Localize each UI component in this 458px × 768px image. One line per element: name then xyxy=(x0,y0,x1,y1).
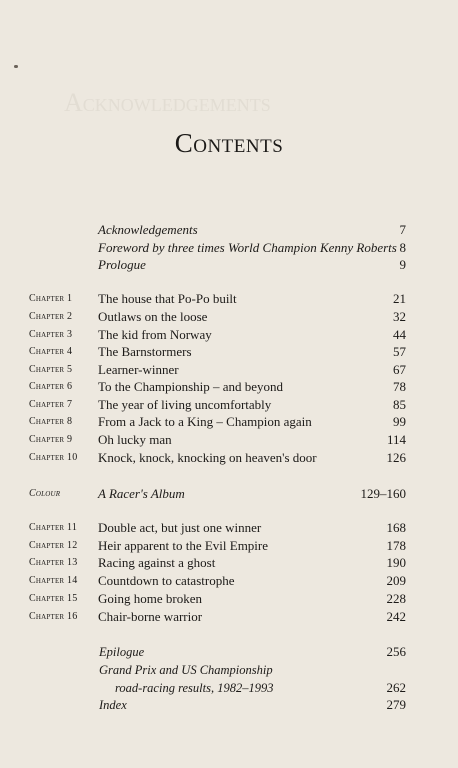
chapter-label: Chapter 15 xyxy=(29,593,78,604)
toc-title: The house that Po-Po built xyxy=(98,291,237,306)
toc-page: 279 xyxy=(386,697,406,712)
chapter-label: Chapter 10 xyxy=(29,452,78,463)
toc-row xyxy=(0,572,458,590)
chapter-label: Chapter 11 xyxy=(29,522,78,533)
toc-page: 21 xyxy=(393,291,406,306)
toc-title: To the Championship – and beyond xyxy=(98,379,284,394)
toc-title: Learner-winner xyxy=(98,362,179,377)
page-title: Contents xyxy=(174,128,284,158)
toc-title: Knock, knock, knocking on heaven's door xyxy=(98,450,317,465)
toc-row xyxy=(0,696,458,714)
chapter-label: Chapter 14 xyxy=(29,575,78,586)
chapter-label: Chapter 2 xyxy=(29,311,73,322)
toc-page: 190 xyxy=(386,555,406,570)
chapter-label: Chapter 1 xyxy=(29,293,73,304)
toc-row xyxy=(0,396,458,414)
toc-page: 168 xyxy=(386,520,406,535)
toc-title: Grand Prix and US Championship xyxy=(99,663,273,677)
toc-row xyxy=(0,661,458,679)
chapter-label: Chapter 4 xyxy=(29,346,73,357)
toc-title: Countdown to catastrophe xyxy=(98,573,235,588)
chapter-label: Chapter 7 xyxy=(29,399,73,410)
chapter-label: Chapter 5 xyxy=(29,364,73,375)
toc-page: 228 xyxy=(386,591,406,606)
chapter-label: Chapter 6 xyxy=(29,381,73,392)
toc-title: Foreword by three times World Champion Kenny Roberts xyxy=(98,240,397,255)
toc-page: 129–160 xyxy=(360,486,406,501)
toc-row xyxy=(0,308,458,326)
toc-title: A Racer's Album xyxy=(98,486,185,501)
toc-row xyxy=(0,679,458,697)
toc-title: Chair-borne warrior xyxy=(98,609,203,624)
toc-page: 126 xyxy=(386,450,406,465)
toc-row xyxy=(0,449,458,467)
toc-page: 99 xyxy=(393,414,406,429)
toc-row xyxy=(0,326,458,344)
toc-row xyxy=(0,643,458,661)
toc-page: 78 xyxy=(393,379,406,394)
toc-title: Acknowledgements xyxy=(98,222,198,237)
toc-row xyxy=(0,554,458,572)
toc-page: 85 xyxy=(393,397,406,412)
toc-title: Prologue xyxy=(98,257,146,272)
toc-page: 114 xyxy=(386,432,406,447)
toc-title: The kid from Norway xyxy=(98,327,212,342)
toc-row xyxy=(0,537,458,555)
toc-page: 242 xyxy=(386,609,406,624)
toc-page: 67 xyxy=(393,362,406,377)
toc-title: Double act, but just one winner xyxy=(98,520,262,535)
toc-title: Going home broken xyxy=(98,591,202,606)
toc-title: Index xyxy=(99,698,127,712)
toc-title: Epilogue xyxy=(99,645,145,659)
chapter-label: Chapter 3 xyxy=(29,329,73,340)
toc-row-colour xyxy=(0,485,458,503)
toc-row xyxy=(0,590,458,608)
toc-row xyxy=(0,221,458,239)
toc-title: Heir apparent to the Evil Empire xyxy=(98,538,269,553)
toc-row xyxy=(0,239,458,257)
chapter-label: Chapter 8 xyxy=(29,416,73,427)
toc-page: 262 xyxy=(386,680,406,695)
toc-page: 209 xyxy=(386,573,406,588)
toc-page: 57 xyxy=(393,344,406,359)
chapter-label: Chapter 13 xyxy=(29,557,78,568)
toc-title: From a Jack to a King – Champion again xyxy=(98,414,312,429)
paper-speck xyxy=(14,65,18,68)
toc-title: Racing against a ghost xyxy=(98,555,216,570)
toc-page: 9 xyxy=(399,257,406,272)
toc-row xyxy=(0,608,458,626)
toc-row xyxy=(0,256,458,274)
toc-page: 32 xyxy=(393,309,406,324)
toc-title: Outlaws on the loose xyxy=(98,309,208,324)
toc-title: The Barnstormers xyxy=(98,344,192,359)
chapter-label: Chapter 9 xyxy=(29,434,73,445)
toc-page: 44 xyxy=(393,327,406,342)
toc-row xyxy=(0,378,458,396)
toc-row xyxy=(0,431,458,449)
toc-page: 8 xyxy=(399,240,406,255)
section-label: Colour xyxy=(29,488,61,499)
toc-title: The year of living uncomfortably xyxy=(98,397,272,412)
toc-page: 7 xyxy=(399,222,406,237)
show-through-heading: Acknowledgements xyxy=(64,88,271,117)
toc-row xyxy=(0,361,458,379)
chapter-label: Chapter 12 xyxy=(29,540,78,551)
toc-row xyxy=(0,413,458,431)
toc-title: road-racing results, 1982–1993 xyxy=(115,681,274,695)
toc-page: 178 xyxy=(386,538,406,553)
toc-row xyxy=(0,343,458,361)
toc-row xyxy=(0,519,458,537)
toc-title: Oh lucky man xyxy=(98,432,172,447)
toc-row xyxy=(0,290,458,308)
chapter-label: Chapter 16 xyxy=(29,611,78,622)
toc-page: 256 xyxy=(386,644,406,659)
